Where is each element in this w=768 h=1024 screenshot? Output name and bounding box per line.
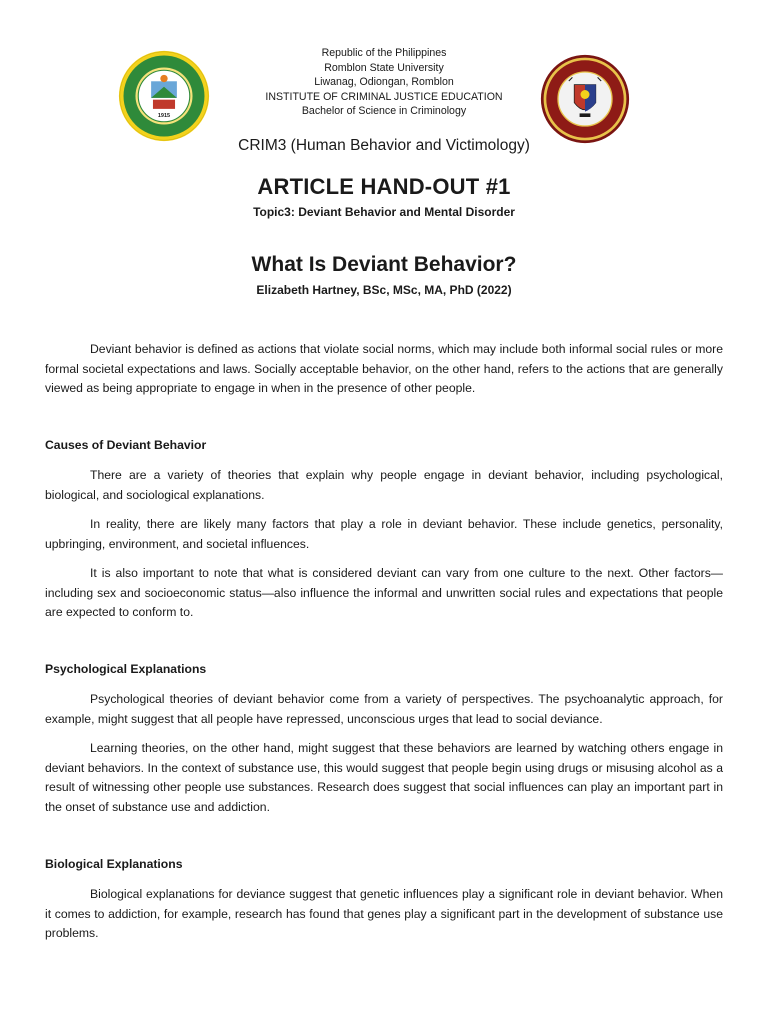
- section-heading-causes: Causes of Deviant Behavior: [45, 438, 207, 452]
- header-program: Bachelor of Science in Criminology: [301, 105, 467, 118]
- causes-paragraph-3: It is also important to note that what is considered deviant can vary from one culture to the next. Other factors—including sex and socioeconomic status—also influence the informal and unwritten social rules and expectations that people are expected to conform to.: [45, 566, 723, 620]
- biological-paragraph-1: Biological explanations for deviance suggest that genetic influences play a significant role in deviant behavior. When it comes to addiction, for example, research has found that genes play a significant part in the development of substance use problems.: [45, 887, 723, 941]
- handout-title: ARTICLE HAND-OUT #1: [257, 174, 511, 199]
- section-heading-biological: Biological Explanations: [45, 857, 183, 871]
- causes-paragraph-1: There are a variety of theories that explain why people engage in deviant behavior, including psychological, biological, and sociological explanations.: [45, 468, 723, 502]
- section-heading-psychological: Psychological Explanations: [45, 662, 207, 676]
- header-country: Republic of the Philippines: [321, 47, 447, 59]
- header-address: Liwanag, Odiongan, Romblon: [314, 76, 454, 89]
- article-author: Elizabeth Hartney, BSc, MSc, MA, PhD (2022): [256, 283, 512, 297]
- psychological-paragraph-1: Psychological theories of deviant behavior come from a variety of perspectives. The psychoanalytic approach, for example, might suggest that all people have repressed, unconscious urges that lead to social deviance.: [45, 692, 723, 726]
- intro-paragraph: Deviant behavior is defined as actions that violate social norms, which may include both informal social rules or more formal societal expectations and laws. Socially acceptable behavior, on the other hand, refers to the actions that are generally viewed as being appropriate to engage in when in the presence of other people.: [45, 342, 723, 396]
- header-institute: INSTITUTE OF CRIMINAL JUSTICE EDUCATION: [265, 90, 503, 103]
- svg-text:1915: 1915: [157, 113, 171, 120]
- institution-header: [184, 46, 584, 119]
- topic-subtitle: Topic3: Deviant Behavior and Mental Disorder: [253, 205, 515, 219]
- header-university: Romblon State University: [324, 61, 444, 74]
- article-title: What Is Deviant Behavior?: [251, 253, 517, 276]
- causes-paragraph-2: In reality, there are likely many factors that play a role in deviant behavior. These include genetics, personality, upbringing, environment, and societal influences.: [45, 517, 723, 551]
- course-title: CRIM3 (Human Behavior and Victimology): [238, 137, 530, 154]
- psychological-paragraph-2: Learning theories, on the other hand, might suggest that these behaviors are learned by watching others engage in deviant behaviors. In the context of substance use, this would suggest that people begin using drugs or misusing alcohol as a result of witnessing other people use substances. Research does suggest that social influences can play an important part in the onset of substance use and addiction.: [45, 741, 723, 814]
